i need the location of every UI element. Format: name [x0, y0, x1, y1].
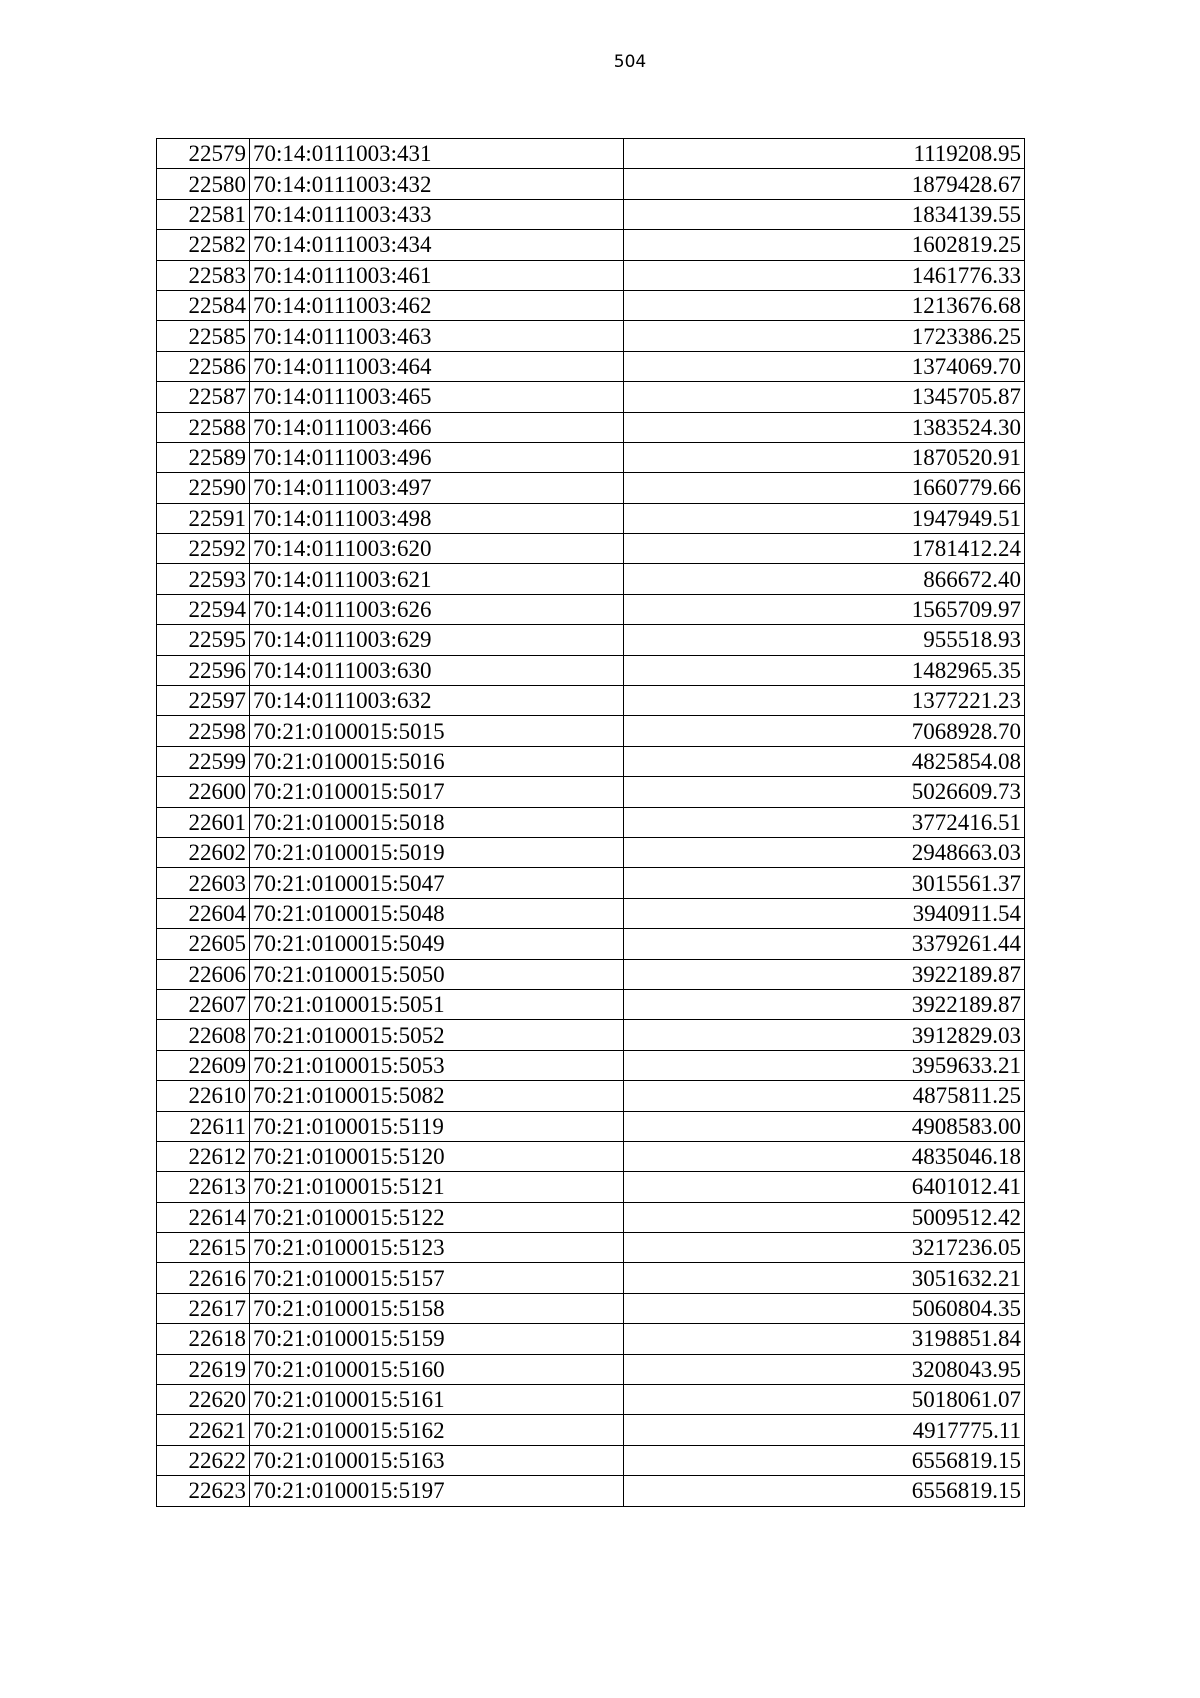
row-number-cell: 22614: [157, 1202, 250, 1232]
table-row: [157, 1293, 1025, 1323]
cadastral-value-cell: 3015561.37: [624, 868, 1025, 898]
cadastral-value-cell: 1461776.33: [624, 260, 1025, 290]
row-number-cell: 22599: [157, 746, 250, 776]
table-row: [157, 230, 1025, 260]
row-number-cell: 22622: [157, 1445, 250, 1475]
table-row: [157, 351, 1025, 381]
row-number-cell: 22590: [157, 473, 250, 503]
row-number-cell: 22613: [157, 1172, 250, 1202]
row-number-cell: 22616: [157, 1263, 250, 1293]
row-number-cell: 22603: [157, 868, 250, 898]
table-row: [157, 1020, 1025, 1050]
cadastral-value-cell: 1781412.24: [624, 534, 1025, 564]
cadastral-value-cell: 3051632.21: [624, 1263, 1025, 1293]
cadastral-number-cell: 70:14:0111003:630: [250, 655, 624, 685]
table-row: [157, 716, 1025, 746]
row-number-cell: 22619: [157, 1354, 250, 1384]
row-number-cell: 22597: [157, 686, 250, 716]
cadastral-value-cell: 1377221.23: [624, 686, 1025, 716]
row-number-cell: 22591: [157, 503, 250, 533]
row-number-cell: 22621: [157, 1415, 250, 1445]
table-row: [157, 1263, 1025, 1293]
table-row: [157, 989, 1025, 1019]
table-row: [157, 564, 1025, 594]
cadastral-number-cell: 70:21:0100015:5161: [250, 1385, 624, 1415]
table-row: [157, 1415, 1025, 1445]
table-row: [157, 1111, 1025, 1141]
cadastral-value-cell: 4825854.08: [624, 746, 1025, 776]
table-row: [157, 746, 1025, 776]
cadastral-number-cell: 70:14:0111003:621: [250, 564, 624, 594]
table-row: [157, 442, 1025, 472]
cadastral-value-cell: 1345705.87: [624, 382, 1025, 412]
cadastral-value-cell: 866672.40: [624, 564, 1025, 594]
table-row: [157, 534, 1025, 564]
cadastral-number-cell: 70:14:0111003:434: [250, 230, 624, 260]
cadastral-number-cell: 70:21:0100015:5016: [250, 746, 624, 776]
row-number-cell: 22598: [157, 716, 250, 746]
row-number-cell: 22615: [157, 1233, 250, 1263]
table-row: [157, 290, 1025, 320]
table-row: [157, 959, 1025, 989]
table-row: [157, 686, 1025, 716]
row-number-cell: 22608: [157, 1020, 250, 1050]
cadastral-value-cell: 1374069.70: [624, 351, 1025, 381]
cadastral-value-cell: 1383524.30: [624, 412, 1025, 442]
row-number-cell: 22583: [157, 260, 250, 290]
cadastral-value-cell: 4917775.11: [624, 1415, 1025, 1445]
cadastral-value-cell: 1213676.68: [624, 290, 1025, 320]
cadastral-value-cell: 7068928.70: [624, 716, 1025, 746]
row-number-cell: 22587: [157, 382, 250, 412]
row-number-cell: 22604: [157, 898, 250, 928]
row-number-cell: 22589: [157, 442, 250, 472]
row-number-cell: 22605: [157, 929, 250, 959]
row-number-cell: 22593: [157, 564, 250, 594]
row-number-cell: 22595: [157, 625, 250, 655]
cadastral-value-cell: 3198851.84: [624, 1324, 1025, 1354]
cadastral-value-cell: 1870520.91: [624, 442, 1025, 472]
cadastral-number-cell: 70:21:0100015:5158: [250, 1293, 624, 1323]
cadastral-value-cell: 1660779.66: [624, 473, 1025, 503]
cadastral-value-cell: 4908583.00: [624, 1111, 1025, 1141]
table-row: [157, 1385, 1025, 1415]
cadastral-number-cell: 70:14:0111003:461: [250, 260, 624, 290]
cadastral-number-cell: 70:21:0100015:5159: [250, 1324, 624, 1354]
cadastral-value-cell: 1482965.35: [624, 655, 1025, 685]
cadastral-number-cell: 70:21:0100015:5121: [250, 1172, 624, 1202]
table-row: [157, 1476, 1025, 1506]
cadastral-number-cell: 70:14:0111003:431: [250, 139, 624, 169]
row-number-cell: 22600: [157, 777, 250, 807]
cadastral-number-cell: 70:14:0111003:462: [250, 290, 624, 320]
row-number-cell: 22585: [157, 321, 250, 351]
cadastral-number-cell: 70:21:0100015:5157: [250, 1263, 624, 1293]
row-number-cell: 22588: [157, 412, 250, 442]
cadastral-value-cell: 4875811.25: [624, 1081, 1025, 1111]
table-row: [157, 1202, 1025, 1232]
cadastral-number-cell: 70:14:0111003:463: [250, 321, 624, 351]
cadastral-number-cell: 70:21:0100015:5049: [250, 929, 624, 959]
cadastral-value-cell: 3912829.03: [624, 1020, 1025, 1050]
cadastral-value-cell: 1723386.25: [624, 321, 1025, 351]
cadastral-number-cell: 70:14:0111003:464: [250, 351, 624, 381]
row-number-cell: 22620: [157, 1385, 250, 1415]
table-row: [157, 199, 1025, 229]
cadastral-number-cell: 70:14:0111003:629: [250, 625, 624, 655]
table-row: [157, 777, 1025, 807]
cadastral-number-cell: 70:14:0111003:496: [250, 442, 624, 472]
cadastral-value-cell: 6556819.15: [624, 1445, 1025, 1475]
cadastral-number-cell: 70:21:0100015:5119: [250, 1111, 624, 1141]
table-row: [157, 655, 1025, 685]
row-number-cell: 22623: [157, 1476, 250, 1506]
table-row: [157, 1172, 1025, 1202]
cadastral-number-cell: 70:21:0100015:5120: [250, 1141, 624, 1171]
table-row: [157, 1141, 1025, 1171]
table-row: [157, 1081, 1025, 1111]
cadastral-number-cell: 70:14:0111003:632: [250, 686, 624, 716]
table-row: [157, 1354, 1025, 1384]
cadastral-value-cell: 3959633.21: [624, 1050, 1025, 1080]
cadastral-value-cell: 3940911.54: [624, 898, 1025, 928]
cadastral-number-cell: 70:21:0100015:5018: [250, 807, 624, 837]
row-number-cell: 22601: [157, 807, 250, 837]
table-row: [157, 382, 1025, 412]
cadastral-value-cell: 1834139.55: [624, 199, 1025, 229]
table-row: [157, 169, 1025, 199]
row-number-cell: 22592: [157, 534, 250, 564]
row-number-cell: 22618: [157, 1324, 250, 1354]
table-row: [157, 807, 1025, 837]
row-number-cell: 22579: [157, 139, 250, 169]
cadastral-value-cell: 3217236.05: [624, 1233, 1025, 1263]
row-number-cell: 22594: [157, 594, 250, 624]
table-row: [157, 868, 1025, 898]
cadastral-number-cell: 70:14:0111003:433: [250, 199, 624, 229]
cadastral-value-cell: 1879428.67: [624, 169, 1025, 199]
table-body: [157, 139, 1025, 1507]
cadastral-value-cell: 3379261.44: [624, 929, 1025, 959]
row-number-cell: 22580: [157, 169, 250, 199]
cadastral-number-cell: 70:21:0100015:5160: [250, 1354, 624, 1384]
cadastral-number-cell: 70:21:0100015:5163: [250, 1445, 624, 1475]
table-row: [157, 412, 1025, 442]
row-number-cell: 22611: [157, 1111, 250, 1141]
table-row: [157, 1233, 1025, 1263]
cadastral-value-cell: 5018061.07: [624, 1385, 1025, 1415]
cadastral-number-cell: 70:14:0111003:498: [250, 503, 624, 533]
row-number-cell: 22602: [157, 837, 250, 867]
cadastral-number-cell: 70:21:0100015:5051: [250, 989, 624, 1019]
cadastral-value-cell: 3922189.87: [624, 989, 1025, 1019]
table-row: [157, 1050, 1025, 1080]
row-number-cell: 22582: [157, 230, 250, 260]
row-number-cell: 22606: [157, 959, 250, 989]
table-row: [157, 929, 1025, 959]
cadastral-number-cell: 70:14:0111003:466: [250, 412, 624, 442]
cadastral-number-cell: 70:21:0100015:5082: [250, 1081, 624, 1111]
row-number-cell: 22612: [157, 1141, 250, 1171]
table-row: [157, 594, 1025, 624]
row-number-cell: 22609: [157, 1050, 250, 1080]
table-row: [157, 260, 1025, 290]
cadastral-value-cell: 3208043.95: [624, 1354, 1025, 1384]
cadastral-number-cell: 70:21:0100015:5052: [250, 1020, 624, 1050]
cadastral-value-cell: 5026609.73: [624, 777, 1025, 807]
table-row: [157, 503, 1025, 533]
cadastral-value-cell: 955518.93: [624, 625, 1025, 655]
cadastral-number-cell: 70:21:0100015:5048: [250, 898, 624, 928]
cadastral-number-cell: 70:14:0111003:465: [250, 382, 624, 412]
cadastral-value-cell: 5009512.42: [624, 1202, 1025, 1232]
cadastral-value-cell: 5060804.35: [624, 1293, 1025, 1323]
table-row: [157, 625, 1025, 655]
cadastral-value-cell: 1947949.51: [624, 503, 1025, 533]
cadastral-number-cell: 70:21:0100015:5122: [250, 1202, 624, 1232]
cadastral-value-cell: 1602819.25: [624, 230, 1025, 260]
cadastral-value-table: [156, 138, 1025, 1507]
cadastral-number-cell: 70:21:0100015:5053: [250, 1050, 624, 1080]
row-number-cell: 22584: [157, 290, 250, 320]
table-row: [157, 898, 1025, 928]
cadastral-number-cell: 70:14:0111003:432: [250, 169, 624, 199]
cadastral-value-cell: 1119208.95: [624, 139, 1025, 169]
cadastral-value-cell: 4835046.18: [624, 1141, 1025, 1171]
table-row: [157, 1445, 1025, 1475]
cadastral-number-cell: 70:14:0111003:497: [250, 473, 624, 503]
row-number-cell: 22586: [157, 351, 250, 381]
cadastral-number-cell: 70:21:0100015:5019: [250, 837, 624, 867]
cadastral-number-cell: 70:21:0100015:5015: [250, 716, 624, 746]
table-row: [157, 1324, 1025, 1354]
cadastral-value-cell: 3772416.51: [624, 807, 1025, 837]
cadastral-value-cell: 3922189.87: [624, 959, 1025, 989]
table-row: [157, 321, 1025, 351]
cadastral-number-cell: 70:21:0100015:5017: [250, 777, 624, 807]
table-row: [157, 139, 1025, 169]
cadastral-number-cell: 70:21:0100015:5047: [250, 868, 624, 898]
row-number-cell: 22617: [157, 1293, 250, 1323]
cadastral-value-cell: 6556819.15: [624, 1476, 1025, 1506]
row-number-cell: 22581: [157, 199, 250, 229]
row-number-cell: 22596: [157, 655, 250, 685]
cadastral-value-cell: 1565709.97: [624, 594, 1025, 624]
cadastral-number-cell: 70:14:0111003:626: [250, 594, 624, 624]
cadastral-number-cell: 70:21:0100015:5162: [250, 1415, 624, 1445]
cadastral-value-cell: 2948663.03: [624, 837, 1025, 867]
row-number-cell: 22610: [157, 1081, 250, 1111]
table-row: [157, 473, 1025, 503]
row-number-cell: 22607: [157, 989, 250, 1019]
cadastral-number-cell: 70:21:0100015:5050: [250, 959, 624, 989]
cadastral-number-cell: 70:21:0100015:5197: [250, 1476, 624, 1506]
cadastral-number-cell: 70:21:0100015:5123: [250, 1233, 624, 1263]
page-number: 504: [613, 52, 647, 72]
cadastral-value-cell: 6401012.41: [624, 1172, 1025, 1202]
table-row: [157, 837, 1025, 867]
cadastral-number-cell: 70:14:0111003:620: [250, 534, 624, 564]
